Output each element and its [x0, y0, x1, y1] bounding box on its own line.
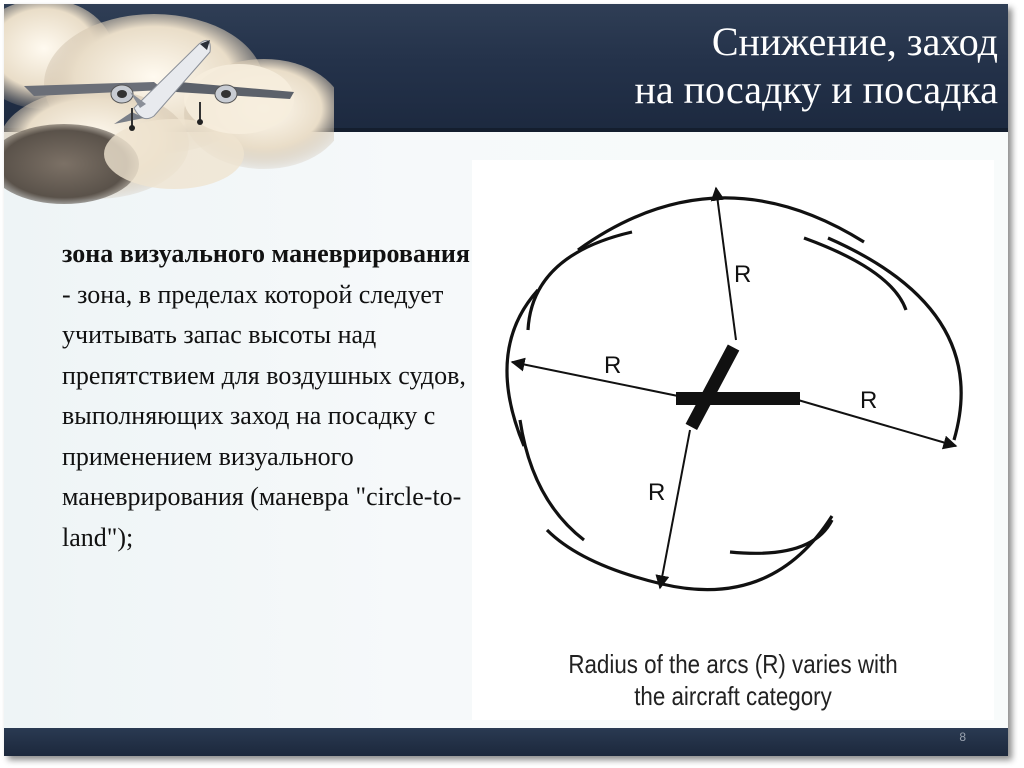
figure-caption-line-2: the aircraft category [634, 681, 832, 711]
circling-area-diagram [472, 160, 994, 640]
arc-right [828, 238, 961, 440]
footer-bar [4, 728, 1008, 756]
figure-caption [509, 648, 958, 712]
radius-arrow-top [716, 188, 736, 340]
runway-horizontal [676, 392, 800, 405]
circling-area-figure [472, 160, 994, 720]
arc-bottom [547, 516, 832, 590]
definition-text: - зона, в пределах которой следует учитывать запас высоты над препятствием для воздушных судов, выполняющих заход на посадку с применением визуального маневрирования (маневра "circle-to-land"); [62, 279, 466, 552]
slide [4, 4, 1008, 756]
radius-label-right: R [860, 387, 878, 414]
figure-caption-line-1: Radius of the arcs (R) varies with [568, 649, 898, 679]
slide-title-line-2: на посадку и посадка [634, 67, 998, 112]
radius-label-top: R [734, 261, 752, 288]
definition-paragraph [62, 234, 472, 558]
radius-label-left: R [604, 352, 622, 379]
slide-title-line-1: Снижение, заход [711, 19, 998, 64]
radius-arrow-left [512, 362, 678, 396]
slide-title [438, 18, 998, 114]
airplane-clouds-image [4, 4, 334, 204]
runway-diagonal [686, 344, 740, 430]
arc-overlap-4 [730, 520, 832, 553]
radius-label-bottom: R [648, 479, 666, 506]
arc-overlap-3 [520, 420, 584, 540]
page-number: 8 [959, 730, 966, 744]
radius-arrow-bottom [660, 430, 690, 588]
runways [676, 344, 800, 430]
radius-labels [604, 261, 877, 506]
clouds [4, 4, 334, 204]
definition-term: зона визуального маневрирования [62, 239, 470, 268]
arc-left [507, 290, 538, 446]
